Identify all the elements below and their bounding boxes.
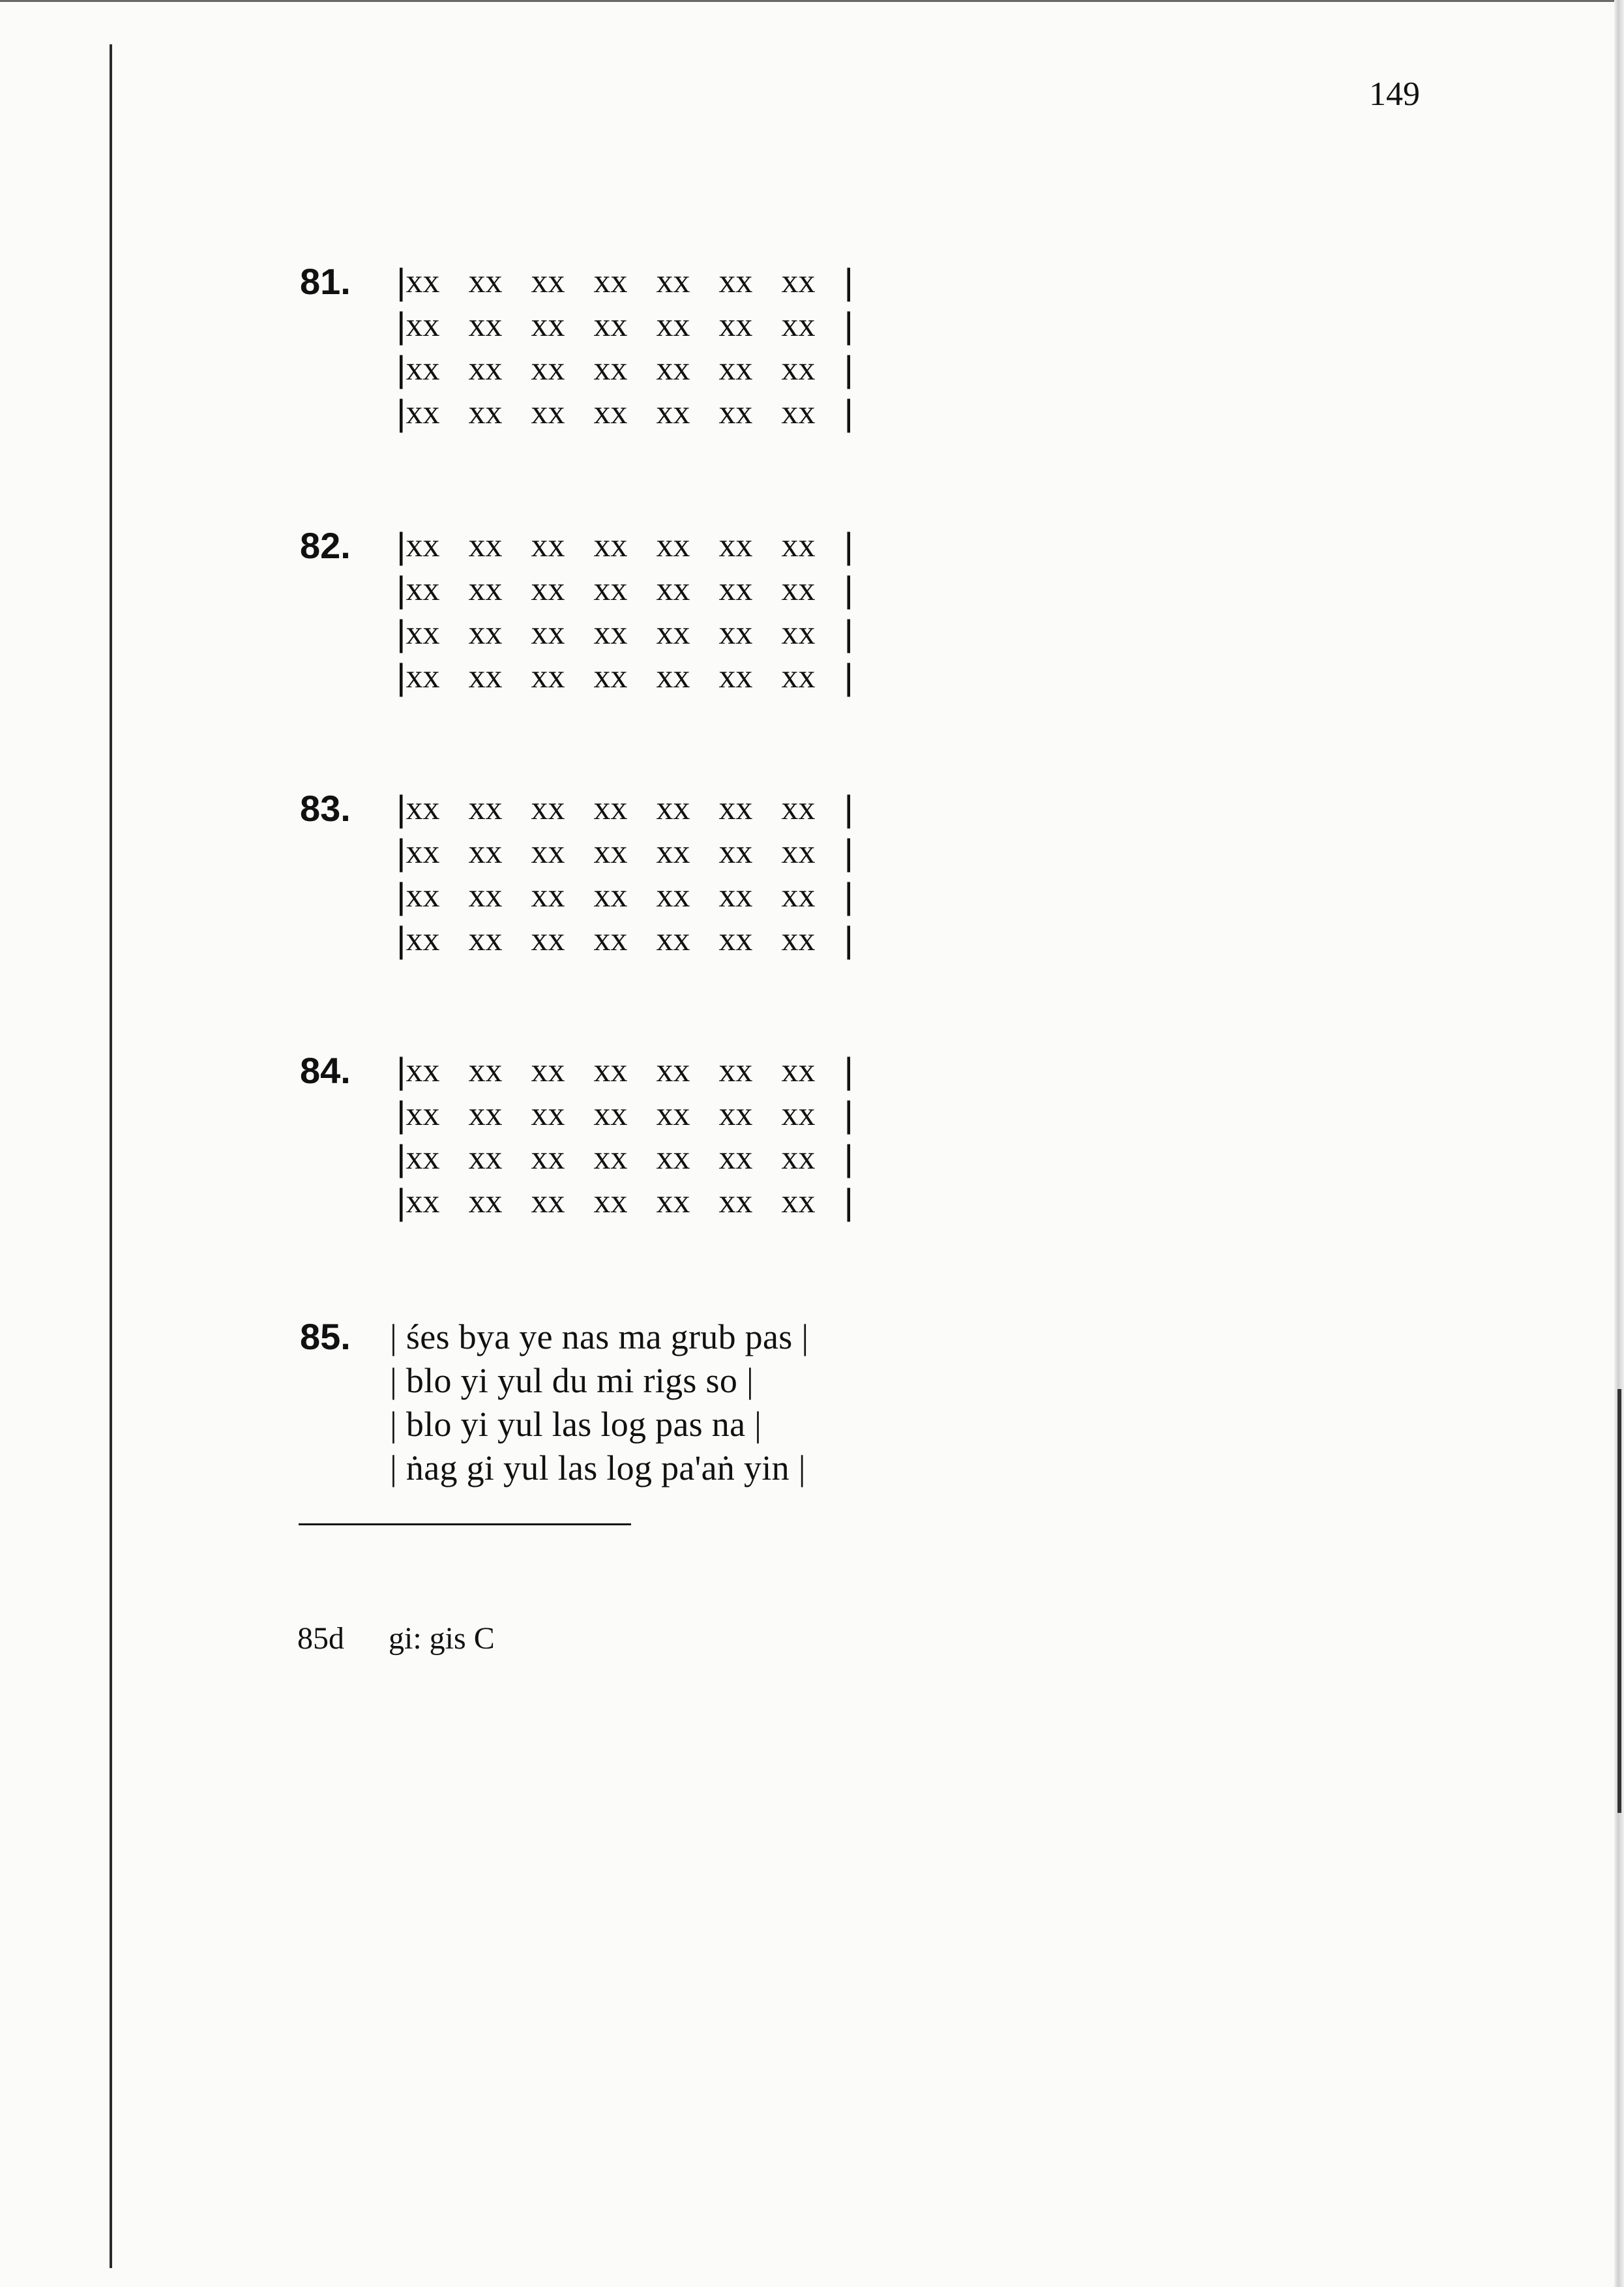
verse-line: | xx xx xx xx xx xx xx | bbox=[396, 569, 854, 610]
verse-line: | blo yi yul las log pas na | bbox=[390, 1404, 762, 1444]
verse-lines bbox=[396, 786, 853, 961]
page-top-edge bbox=[0, 0, 1624, 2]
verse-line: | ṅag gi yul las log pa'aṅ yin | bbox=[390, 1448, 806, 1487]
page-left-rule bbox=[110, 44, 112, 2268]
footnote bbox=[297, 1621, 495, 1656]
verse-number: 81. bbox=[300, 261, 351, 302]
verse-line: | xx xx xx xx xx xx xx | bbox=[396, 919, 854, 960]
verse-line: | xx xx xx xx xx xx xx | bbox=[396, 392, 854, 433]
verse-lines bbox=[396, 1049, 853, 1223]
verse-line: | xx xx xx xx xx xx xx | bbox=[396, 261, 854, 302]
verse-line: | xx xx xx xx xx xx xx | bbox=[396, 656, 854, 697]
verse-number: 83. bbox=[300, 788, 351, 829]
page-number: 149 bbox=[1369, 76, 1420, 113]
verse-number: 85. bbox=[300, 1316, 351, 1357]
verse-line: | xx xx xx xx xx xx xx | bbox=[396, 788, 854, 829]
verse-line: | xx xx xx xx xx xx xx | bbox=[396, 612, 854, 653]
verse-line: | xx xx xx xx xx xx xx | bbox=[396, 1094, 854, 1135]
verse-line: | śes bya ye nas ma grub pas | bbox=[390, 1317, 809, 1356]
footnote-ref: 85d bbox=[297, 1621, 344, 1656]
verse-line: | xx xx xx xx xx xx xx | bbox=[396, 1137, 854, 1178]
verse-line: | xx xx xx xx xx xx xx | bbox=[396, 305, 854, 346]
verse-line: | xx xx xx xx xx xx xx | bbox=[396, 1050, 854, 1091]
verse-lines bbox=[396, 524, 853, 698]
verse-lines bbox=[396, 260, 853, 434]
verse-line: | xx xx xx xx xx xx xx | bbox=[396, 1181, 854, 1222]
verse-line: | xx xx xx xx xx xx xx | bbox=[396, 875, 854, 916]
footnote-text: gi: gis C bbox=[389, 1621, 495, 1656]
verse-lines bbox=[390, 1315, 808, 1489]
verse-line: | xx xx xx xx xx xx xx | bbox=[396, 348, 854, 389]
verse-line: | blo yi yul du mi rigs so | bbox=[390, 1360, 754, 1400]
verse-line: | xx xx xx xx xx xx xx | bbox=[396, 831, 854, 873]
verse-number: 84. bbox=[300, 1050, 351, 1091]
footnote-divider bbox=[299, 1523, 631, 1525]
verse-number: 82. bbox=[300, 525, 351, 566]
page-right-edge bbox=[1614, 0, 1624, 2287]
verse-line: | xx xx xx xx xx xx xx | bbox=[396, 525, 854, 566]
